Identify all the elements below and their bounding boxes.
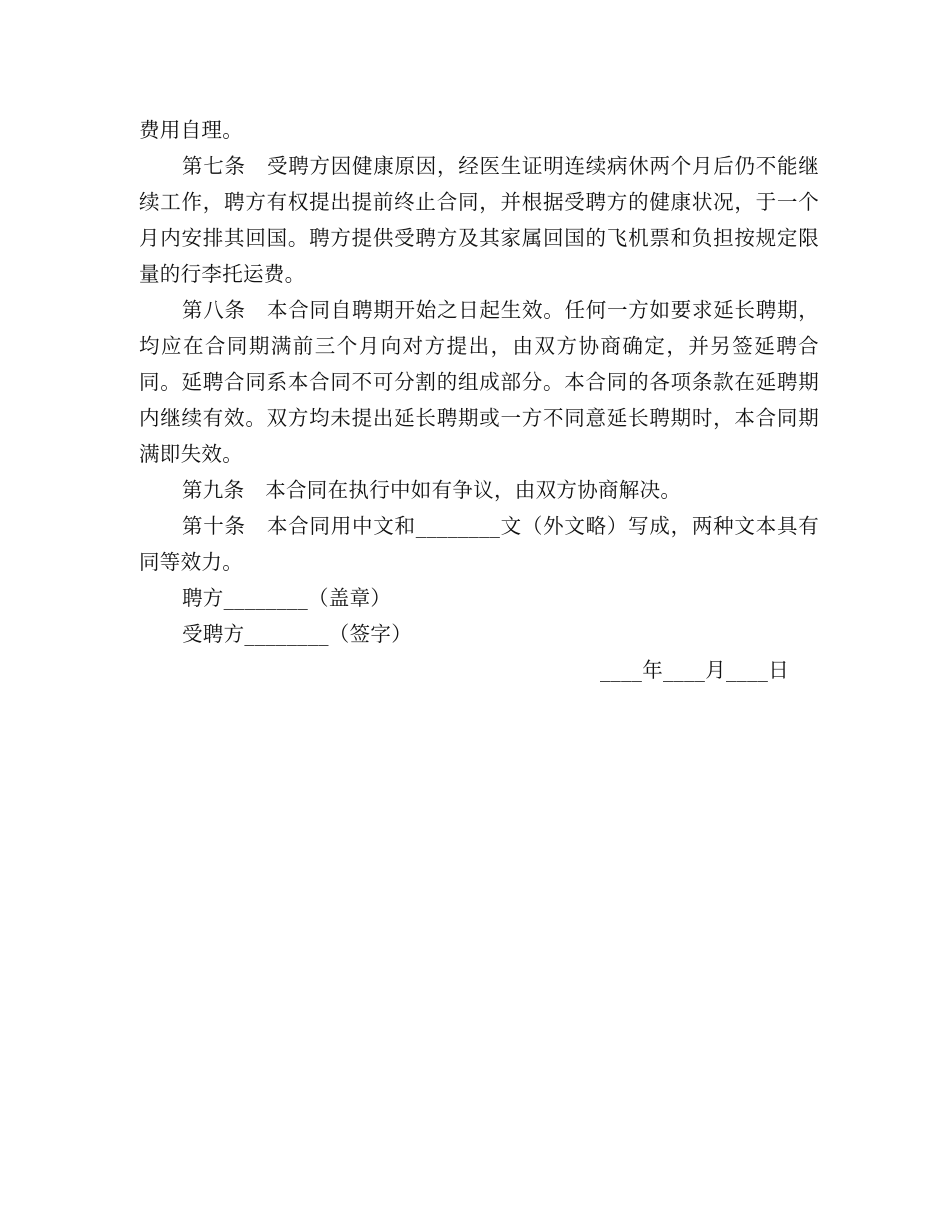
paragraph-article-8: 第八条 本合同自聘期开始之日起生效。任何一方如要求延长聘期，均应在合同期满前三个月向对方提出，由双方协商确定，并另签延聘合同。延聘合同系本合同不可分割的组成部分。本合同的各项条款在延聘期内继续有效。双方均未提出延长聘期或一方不同意延长聘期时，本合同期满即失效。	[139, 298, 819, 466]
date-line: ____年____月____日	[600, 658, 789, 682]
employee-signature-line: 受聘方________（签字）	[182, 622, 412, 646]
employer-signature-line: 聘方________（盖章）	[182, 586, 392, 610]
paragraph-continuation: 费用自理。	[139, 118, 243, 142]
document-body	[139, 112, 819, 688]
paragraph-article-9: 第九条 本合同在执行中如有争议，由双方协商解决。	[182, 478, 682, 502]
paragraph-article-7: 第七条 受聘方因健康原因，经医生证明连续病休两个月后仍不能继续工作，聘方有权提出提前终止合同，并根据受聘方的健康状况，于一个月内安排其回国。聘方提供受聘方及其家属回国的飞机票和负担按规定限量的行李托运费。	[139, 154, 819, 286]
paragraph-article-10: 第十条 本合同用中文和________文（外文略）写成，两种文本具有同等效力。	[139, 514, 819, 574]
